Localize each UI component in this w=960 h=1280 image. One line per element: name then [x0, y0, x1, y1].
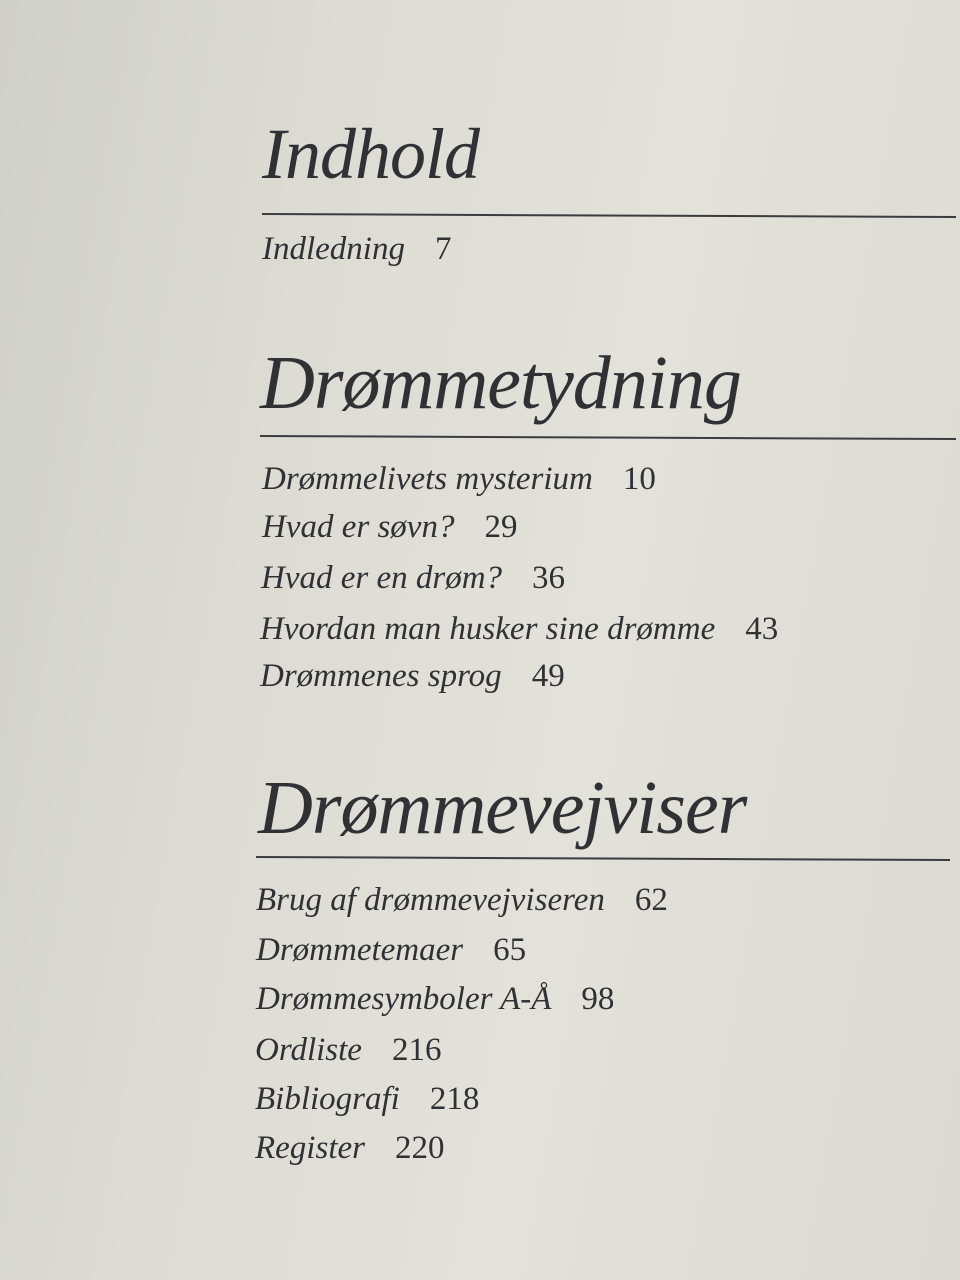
toc-entry-title: Hvordan man husker sine drømme	[260, 611, 716, 647]
toc-entry	[260, 613, 778, 646]
toc-entry-title: Indledning	[262, 231, 405, 267]
toc-entry-page: 218	[429, 1081, 480, 1117]
toc-entry-page: 49	[531, 658, 565, 694]
toc-entry-page: 98	[581, 981, 615, 1017]
toc-entry-title: Brug af drømmevejviseren	[256, 882, 605, 918]
toc-entry-page: 29	[484, 509, 518, 545]
toc-entry	[256, 884, 668, 917]
toc-entry-page: 10	[622, 461, 656, 497]
toc-entry-title: Register	[255, 1130, 365, 1166]
toc-entry-page: 216	[391, 1032, 442, 1068]
toc-entry-page: 220	[394, 1130, 445, 1166]
toc-entry-page: 36	[532, 560, 566, 596]
toc-entry	[255, 1034, 441, 1067]
toc-entry-title: Drømmelivets mysterium	[262, 461, 593, 497]
toc-entry-title: Drømmetemaer	[256, 932, 464, 968]
toc-entry-page: 62	[634, 882, 668, 918]
heading-divider	[260, 435, 956, 440]
toc-entry-page: 65	[493, 932, 527, 968]
section-heading: Drømmevejviser	[258, 766, 747, 850]
toc-entry	[255, 1083, 479, 1116]
toc-entry-title: Hvad er en drøm?	[261, 560, 503, 596]
toc-entry	[262, 233, 451, 266]
section-heading: Indhold	[262, 114, 479, 194]
toc-entry-page: 43	[745, 611, 779, 647]
toc-entry-title: Drømmesymboler A-Å	[256, 981, 552, 1017]
toc-entry-title: Ordliste	[255, 1032, 362, 1068]
toc-entry-title: Drømmenes sprog	[260, 658, 502, 694]
toc-entry-page: 7	[434, 231, 452, 267]
toc-entry	[260, 660, 565, 693]
toc-entry-title: Hvad er søvn?	[262, 509, 455, 545]
toc-entry	[255, 1132, 444, 1165]
toc-entry-title: Bibliografi	[255, 1081, 400, 1117]
toc-entry	[256, 934, 526, 967]
toc-entry	[256, 983, 614, 1016]
section-heading: Drømmetydning	[260, 341, 741, 425]
heading-divider	[262, 213, 956, 218]
toc-entry	[262, 511, 517, 544]
toc-entry	[261, 562, 565, 595]
heading-divider	[256, 856, 950, 861]
toc-entry	[262, 463, 656, 496]
